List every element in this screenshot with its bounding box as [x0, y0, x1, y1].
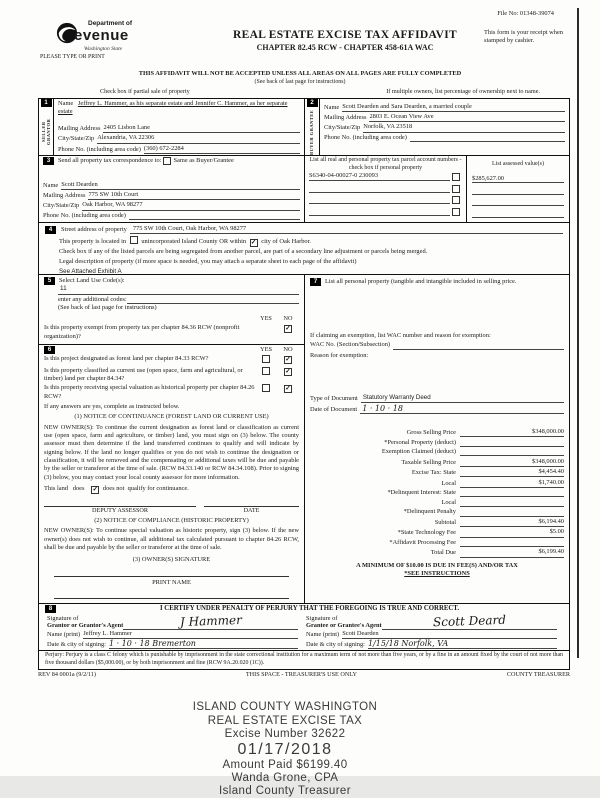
assessed-values-header: List assessed value(s) [492, 161, 544, 167]
same-as-buyer-label: Same as Buyer/Grantee [173, 157, 234, 164]
seller-name-label: Name [58, 100, 74, 107]
land-use-label: Select Land Use Code(s): [59, 277, 125, 284]
this-land-text: This land [44, 484, 68, 492]
correspondence-mailing-label: Mailing Address [43, 192, 86, 200]
claiming-exemption-note: If claiming an exemption, list WAC number and reason for exemption: [310, 332, 491, 340]
stamp-treasurer-name: Wanda Grone, CPA [231, 771, 339, 784]
sale-details-column [304, 275, 569, 603]
buyer-mailing-value: 2803 E. Ocean View Ave [369, 113, 565, 122]
legal-description-label: Legal description of property (if more space is needed, you may attach a separate sheet to each page of the affidavit) [59, 258, 357, 266]
grantor-signature: J Hammer [179, 613, 242, 630]
scan-artifact-line [577, 8, 580, 658]
total-due-value: $6,199.40 [460, 548, 564, 557]
receipt-note: This form is your receipt when stamped by cashier. [484, 29, 563, 45]
parcel-number-4 [309, 208, 450, 216]
gross-selling-price-value: $348,000.00 [460, 428, 564, 437]
buyer-citystatezip-label: City/State/Zip [324, 124, 361, 132]
stamp-date: 01/17/2018 [237, 741, 333, 759]
excise-tax-state-value: $4,454.40 [460, 468, 564, 477]
buyer-name-label: Name [324, 103, 340, 111]
notice-continuance-title: (1) NOTICE OF CONTINUANCE (FOREST LAND OR CURRENT USE) [74, 413, 269, 421]
delinquent-interest-local-value [460, 499, 564, 507]
seller-citystatezip-label: City/State/Zip [58, 135, 95, 143]
treasurer-space-note: THIS SPACE - TREASURER'S USE ONLY [245, 671, 357, 679]
grantee-date-city-label: Date & city of signing: [306, 640, 365, 648]
affidavit-processing-fee-label: *Affidavit Processing Fee [389, 538, 456, 546]
dor-logo [40, 20, 206, 70]
does-text: does [72, 484, 85, 492]
logo-dept-text: Department of [88, 20, 133, 27]
grantee-signature: Scott Deard [432, 612, 507, 630]
historic-property-question: Is this property receiving special valuation as historical property per chapter 84.26 RCW? [44, 384, 255, 400]
personal-property-checkbox-4 [452, 208, 460, 216]
notice-compliance-title: (2) NOTICE OF COMPLIANCE (HISTORIC PROPERTY) [94, 517, 249, 525]
partial-sale-note: Check box if partial sale of property [100, 88, 190, 95]
county-treasurer-caption: COUNTY TREASURER [506, 671, 570, 679]
forest-land-section [39, 344, 304, 599]
seller-phone-label: Phone No. (including area code) [58, 145, 141, 153]
see-instructions-note: *SEE INSTRUCTIONS [404, 569, 470, 577]
doc-type-value: Statutory Warranty Deed [361, 394, 564, 403]
grantee-date-city: 1/15/18 Norfolk, VA [368, 640, 557, 649]
correspondence-phone-value [129, 212, 300, 220]
buyer-phone-value [410, 134, 565, 142]
section-4-number: 4 [45, 226, 56, 234]
personal-property-deduct-label: *Personal Property (deduct) [384, 438, 456, 446]
qualify-text: qualify for continuance. [127, 484, 189, 492]
yes-header-5: YES [260, 315, 272, 323]
assessed-value-3 [472, 198, 564, 206]
property-location-section [39, 222, 569, 274]
buyer-mailing-label: Mailing Address [324, 114, 367, 122]
wac-number-label: WAC No. (Section/Subsection) [310, 341, 391, 349]
subtotal-label: Subtotal [434, 518, 456, 526]
q3-yes-checkbox [262, 384, 270, 392]
delinquent-interest-local-label: Local [441, 498, 456, 506]
correspondence-mailing-value: 775 SW 10th Court [88, 191, 300, 200]
doc-date-label: Date of Document [310, 405, 358, 413]
excise-tax-local-label: Local [441, 479, 456, 487]
logo-revenue-text: evenue [74, 27, 129, 45]
personal-property-checkbox-3 [452, 196, 460, 204]
logo-state-text: Washington State [83, 45, 123, 52]
form-subtitle: CHAPTER 82.45 RCW - CHAPTER 458-61A WAC [256, 42, 434, 52]
personal-property-note: List all personal property (tangible and intangible included in selling price. [325, 278, 517, 285]
section-6-number: 6 [44, 346, 55, 354]
stamp-treasurer-title: Island County Treasurer [219, 785, 351, 798]
yes-header-6: YES [259, 346, 273, 354]
doc-date-value: 1 · 10 · 18 [360, 405, 564, 414]
parcel-header: List all real and personal property tax parcel account numbers - check box if personal property [309, 157, 462, 171]
personal-property-checkbox-1 [452, 173, 460, 181]
located-mid-text: unincorporated Island County OR within [141, 237, 247, 245]
grantee-print-name-label: Name (print) [306, 630, 340, 638]
grantee-signature-label-1: Signature of [306, 614, 338, 622]
street-address-value: 775 SW 10th Court, Oak Harbor, WA 98277 [130, 225, 563, 234]
grantor-date-city: 1 · 10 · 18 Bremerton [109, 640, 298, 649]
current-use-question: Is this property classified as current use (open space, farm and agricultural, or timber) land per chapter 84.34? [44, 366, 243, 383]
delinquent-interest-state-label: *Delinquent Interest: State [387, 489, 456, 497]
any-answers-note: If any answers are yes, complete as instructed below. [44, 403, 180, 410]
stamp-tax-title: REAL ESTATE EXCISE TAX [207, 714, 363, 727]
additional-codes-value [127, 296, 299, 304]
seller-phone-value: (360) 672-2284 [144, 145, 300, 154]
section-5-number: 5 [44, 277, 55, 285]
wac-number-value [393, 341, 564, 350]
notice-continuance-body: NEW OWNER(S): To continue the current designation as forest land or classification as current use (open space, farm and agriculture, or timber) land, you must sign on (3) below. The county assessor must then determine if the land transferred continues to qualify and will indicate by signing below. If the land no longer qualifies or you do not wish to continue the designation or classification, it will be removed and the compensating or additional taxes will be due and payable by the seller or transferor at the time of sale. (RCW 84.33.140 or RCW 84.34.108). Prior to signing (3) below, you may contact your local county assessor for more information. [44, 423, 299, 481]
grantee-signature-label-2: Grantee or Grantee's Agent [306, 622, 382, 630]
assessed-value-1: $285,627.00 [472, 175, 564, 184]
form-title: REAL ESTATE EXCISE TAX AFFIDAVIT [233, 29, 457, 41]
subtotal-value: $6,194.40 [460, 518, 564, 527]
file-number: File No: 01348-39074 [497, 10, 554, 17]
deputy-assessor-caption: DEPUTY ASSESSOR [92, 506, 148, 514]
affidavit-processing-fee-value [460, 539, 564, 547]
does-not-checkbox: ✓ [92, 485, 98, 493]
segregated-note: Check box if any of the listed parcels are being segregated from another parcel, are part of a secondary line adjustment or parcels being merged. [59, 248, 428, 256]
print-name-line [54, 590, 289, 599]
perjury-statement: Perjury: Perjury is a class C felony which is punishable by imprisonment in the state correctional institution for a maximum term of not more than five years, or by a fine in an amount fixed by the court of not more than five thousand dollars ($5,000.00), or by both imprisonment and fine (RCW 9A.20.020 (1C)). [39, 650, 569, 669]
no-header-5: NO [283, 315, 293, 323]
seller-grantor-box [39, 99, 304, 155]
taxable-selling-price-label: Taxable Selling Price [401, 458, 456, 466]
buyer-phone-label: Phone No. (including area code) [324, 133, 407, 141]
delinquent-penalty-value [460, 509, 564, 517]
doc-type-label: Type of Document [310, 394, 358, 402]
parcel-number-1: S6340-04-00027-0 230093 [309, 172, 450, 181]
excise-tax-state-label: Excise Tax: State [411, 469, 456, 477]
grantor-signature-block [45, 614, 304, 650]
seller-name-value: Jeffrey L. Hammer, as his separate estate and Jennifer C. Hammer, as her separate estate [58, 100, 288, 116]
seller-grantor-side-label: SELLER GRANTOR [40, 118, 51, 146]
parcel-number-2 [309, 185, 450, 193]
exemption-claimed-label: Exemption Claimed (deduct) [381, 448, 456, 456]
correspondence-name-label: Name [43, 181, 59, 189]
assessed-value-4 [472, 210, 564, 218]
forest-land-question: Is this project designated as forest land per chapter 84.33 RCW? [44, 355, 209, 363]
delinquent-interest-state-value [460, 489, 564, 497]
notice-compliance-body: NEW OWNER(S): To continue special valuation as historic property, sign (3) below. If the new owner(s) does not wish to continue, all additional tax calculated pursuant to chapter 84.26 RCW, shall be due and payable by the seller or transferor at the time of sale. [44, 527, 299, 551]
buyer-name-value: Scott Dearden and Sara Dearden, a married couple [342, 103, 565, 112]
certification-section [39, 603, 569, 650]
assessed-value-2 [472, 187, 564, 195]
grantor-signature-label-1: Signature of [47, 614, 79, 622]
assessor-date-caption: DATE [243, 506, 260, 514]
seller-citystatezip-value: Alexandria, VA 22306 [97, 134, 300, 143]
legal-description-value: See Attached Exhibit A [59, 267, 122, 275]
section-2-number: 2 [307, 99, 318, 107]
section-3-number: 3 [43, 157, 54, 165]
located-post-text: city of Oak Harbor. [261, 237, 311, 245]
exempt-no-checkbox: ✓ [285, 325, 291, 333]
parcel-number-3 [309, 196, 450, 204]
grantor-print-name: Jeffrey L. Hammer [83, 630, 298, 639]
correspondence-phone-label: Phone No. (including area code) [43, 211, 126, 219]
owners-signature-line [54, 568, 289, 577]
tax-correspondence-box [39, 156, 304, 222]
q2-no-checkbox: ✓ [285, 367, 291, 375]
no-header-6: NO [283, 346, 293, 354]
reason-exemption-label: Reason for exemption: [310, 351, 369, 359]
seller-mailing-label: Mailing Address [58, 125, 101, 133]
grantor-date-city-label: Date & city of signing: [47, 640, 106, 648]
stamp-amount-paid: Amount Paid $6199.40 [222, 758, 348, 771]
form-revision-number: REV 84 0001a (9/2/11) [38, 671, 96, 679]
located-in-text: This property is located in [59, 237, 127, 245]
type-or-print-note: PLEASE TYPE OR PRINT [40, 54, 105, 61]
state-technology-fee-label: *State Technology Fee [397, 529, 456, 537]
deputy-assessor-signature-line [44, 500, 196, 507]
print-name-caption: PRINT NAME [152, 578, 191, 586]
grantor-print-name-label: Name (print) [47, 630, 81, 638]
grantee-signature-block [304, 614, 563, 650]
buyer-citystatezip-value: Norfolk, VA 23518 [363, 123, 565, 132]
certify-statement: I CERTIFY UNDER PENALTY OF PERJURY THAT THE FOREGOING IS TRUE AND CORRECT. [159, 605, 460, 612]
city-checkbox: ✓ [250, 238, 257, 246]
exempt-question: Is this property exempt from property tax per chapter 84.36 RCW (nonprofit organization)? [44, 324, 240, 340]
minimum-fee-note: A MINIMUM OF $10.00 IS DUE IN FEE(S) AND/OR TAX [356, 561, 518, 569]
land-use-column [39, 275, 304, 603]
see-back-instructions: (See back of last page for instructions) [58, 303, 157, 311]
grantee-print-name: Scott Dearden [342, 630, 557, 639]
exemption-claimed-value [460, 448, 564, 456]
correspondence-citystatezip-label: City/State/Zip [43, 202, 80, 210]
seller-mailing-value: 2405 Lisbon Lane [103, 124, 300, 133]
form-header [0, 20, 600, 70]
parcel-numbers-box [304, 156, 569, 222]
q2-yes-checkbox [262, 367, 270, 375]
delinquent-penalty-label: *Delinquent Penalty [403, 508, 456, 516]
correspondence-name-value: Scott Dearden [61, 181, 300, 190]
land-use-code-value: 11 [58, 285, 299, 294]
treasurer-stamp [120, 701, 450, 798]
same-as-buyer-checkbox [163, 157, 171, 165]
excise-tax-local-value: $1,740.00 [460, 479, 564, 488]
stamp-excise-number: Excise Number 32622 [224, 727, 346, 740]
grantor-signature-label-2: Grantor or Grantor's Agent [47, 622, 124, 630]
street-address-label: Street address of property [61, 226, 127, 233]
personal-property-checkbox-2 [452, 185, 460, 193]
total-due-label: Total Due [430, 549, 456, 557]
buyer-grantee-box [304, 99, 569, 155]
buyer-grantee-side-label: BUYER GRANTEE [309, 109, 315, 155]
personal-property-deduct-value [460, 439, 564, 447]
section-7-number: 7 [310, 278, 321, 286]
section-1-number: 1 [41, 99, 52, 107]
additional-codes-label: enter any additional codes: [58, 295, 127, 303]
section-8-number: 8 [45, 605, 56, 613]
q1-no-checkbox: ✓ [285, 356, 291, 364]
unincorporated-checkbox [130, 236, 138, 244]
correspondence-citystatezip-value: Oak Harbor, WA 98277 [82, 201, 300, 210]
state-technology-fee-value: $5.00 [460, 528, 564, 537]
assessor-date-line [204, 500, 299, 507]
multiple-owners-note: If multiple owners, list percentage of ownership next to name. [386, 88, 540, 95]
owners-signature-caption: (3) OWNER(S) SIGNATURE [132, 556, 211, 564]
gross-selling-price-label: Gross Selling Price [406, 429, 456, 437]
correspondence-header: Send all property tax correspondence to: [58, 157, 162, 164]
q3-no-checkbox: ✓ [285, 385, 291, 393]
see-back-note: (See back of last page for instructions) [254, 79, 346, 85]
does-not-text: does not [102, 484, 125, 492]
stamp-county: ISLAND COUNTY WASHINGTON [192, 701, 378, 714]
q1-yes-checkbox [262, 355, 270, 363]
taxable-selling-price-value: $348,000.00 [460, 458, 564, 467]
acceptance-warning: THIS AFFIDAVIT WILL NOT BE ACCEPTED UNLESS ALL AREAS ON ALL PAGES ARE FULLY COMPLETED [138, 70, 462, 77]
affidavit-form-body [38, 98, 570, 670]
